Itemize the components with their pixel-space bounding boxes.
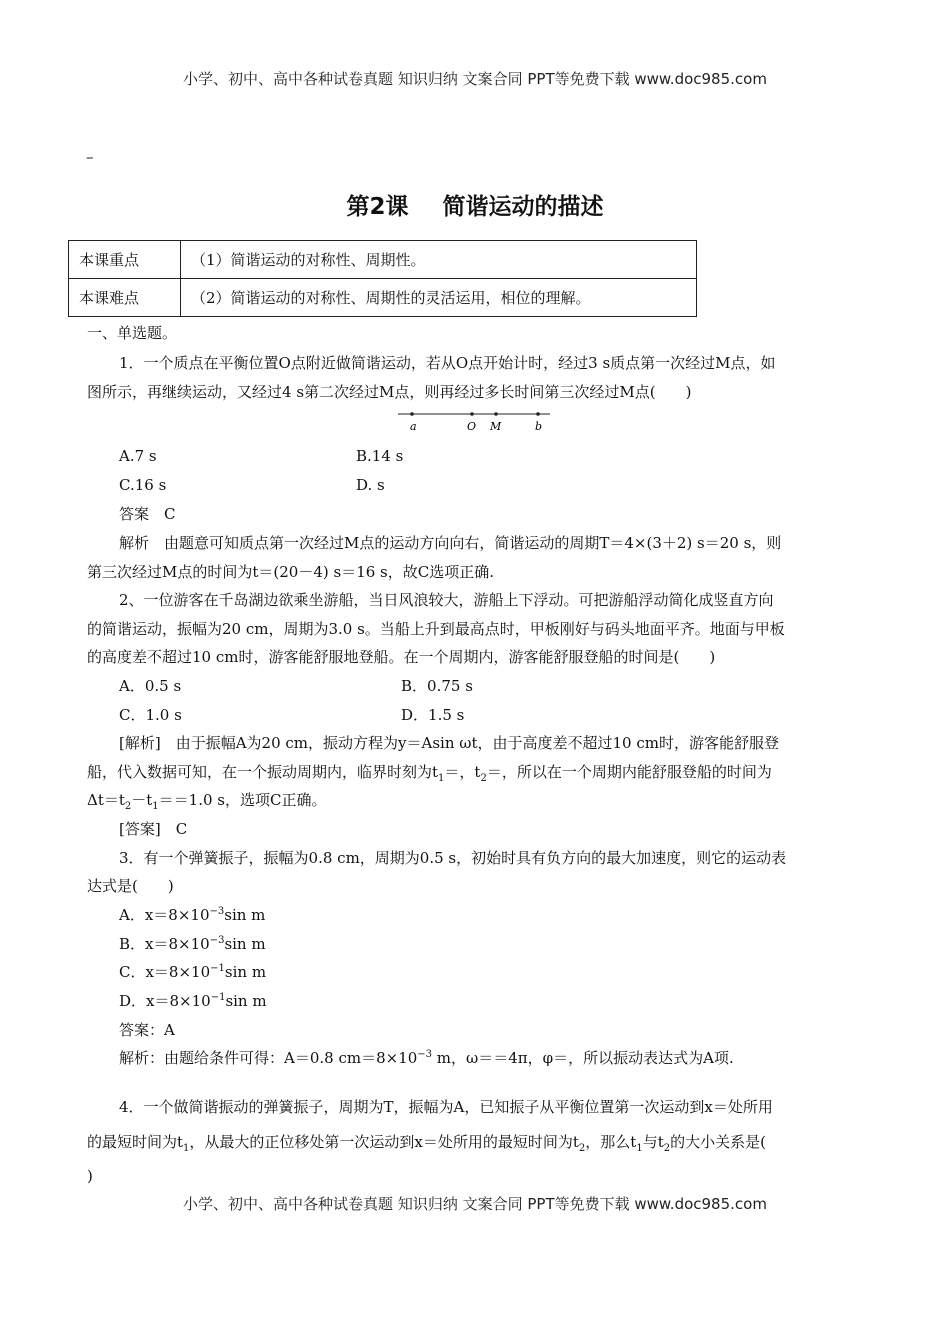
q2-answer: [答案] C	[119, 820, 188, 838]
label-b: b	[535, 420, 543, 433]
key-label: 本课重点	[69, 241, 181, 279]
q2-option-d: D．1.5 s	[401, 706, 465, 724]
q2-explanation-2: 船，代入数据可知，在一个振动周期内，临界时刻为$t_1=$，$t_2=$，所以在一个周期内能舒服登船的时间为	[87, 763, 772, 784]
q1-answer: 答案 C	[119, 505, 176, 523]
q1-explanation-1: 解析 由题意可知质点第一次经过M点的运动方向向右，简谐运动的周期T＝4×(3＋2) s＝20 s，则	[119, 534, 782, 552]
q4-line-1: 4．一个做简谐振动的弹簧振子，周期为T，振幅为A，已知振子从平衡位置第一次运动到x＝处所用	[119, 1098, 773, 1116]
point-m	[494, 412, 498, 416]
q2-line-3: 的高度差不超过10 cm时，游客能舒服地登船。在一个周期内，游客能舒服登船的时间是( )	[87, 648, 716, 666]
label-m: M	[490, 420, 502, 433]
q1-line-1: 1．一个质点在平衡位置O点附近做简谐运动，若从O点开始计时，经过3 s质点第一次经过M点，如	[119, 354, 776, 372]
q3-option-c: C．$x=8\times 10^{-1}\sin$ m	[119, 963, 267, 981]
table-row	[69, 279, 697, 317]
q1-option-c: C.16 s	[119, 476, 167, 494]
q4-line-3: )	[87, 1167, 93, 1185]
label-o: O	[467, 420, 477, 433]
page-title: 第2课 简谐运动的描述	[346, 194, 604, 220]
q1-option-a: A.7 s	[119, 447, 157, 465]
q1-explanation-2: 第三次经过M点的时间为t＝(20－4) s＝16 s，故C选项正确.	[87, 563, 494, 581]
q2-option-b: B．0.75 s	[401, 677, 473, 695]
q3-option-a: A．$x=8\times 10^{-3}\sin$ m	[119, 906, 266, 924]
q3-explanation: 解析：由题给条件可得：A＝0.8 $cm=8\times 10^{-3}$ m，ω＝＝4π，φ＝，所以振动表达式为A项.	[119, 1049, 734, 1067]
stray-dash: –	[86, 148, 94, 166]
q2-line-1: 2、一位游客在千岛湖边欲乘坐游船，当日风浪较大，游船上下浮动。可把游船浮动简化成竖直方向	[119, 591, 774, 609]
label-a: a	[410, 420, 417, 433]
q1-option-d: D. s	[356, 476, 385, 494]
difficulty-label: 本课难点	[69, 279, 181, 317]
q4-line-2: 的最短时间为$t_1$，从最大的正位移处第一次运动到x＝处所用的最短时间为$t_2$，那么$t_1$与$t_2$的大小关系是(	[87, 1133, 766, 1154]
page-footer: 小学、初中、高中各种试卷真题 知识归纳 文案合同 PPT等免费下载 www.doc985.com	[183, 1195, 767, 1213]
q2-option-a: A．0.5 s	[119, 677, 182, 695]
q2-option-c: C．1.0 s	[119, 706, 182, 724]
point-a	[410, 412, 414, 416]
point-o	[470, 412, 474, 416]
q1-line-2: 图所示，再继续运动，又经过4 s第二次经过M点，则再经过多长时间第三次经过M点( )	[87, 383, 692, 401]
q3-option-b: B．$x=8\times 10^{-3}\sin$ m	[119, 935, 266, 953]
q1-option-b: B.14 s	[356, 447, 404, 465]
key-points-table	[68, 240, 697, 317]
q2-explanation-1: [解析] 由于振幅A为20 cm，振动方程为y＝Asin ωt，由于高度差不超过10 cm时，游客能舒服登	[119, 734, 779, 752]
page-header: 小学、初中、高中各种试卷真题 知识归纳 文案合同 PPT等免费下载 www.doc985.com	[183, 70, 767, 88]
key-value: （1）简谐运动的对称性、周期性。	[181, 241, 697, 279]
q3-answer: 答案：A	[119, 1021, 175, 1039]
difficulty-value: （2）简谐运动的对称性、周期性的灵活运用，相位的理解。	[181, 279, 697, 317]
section-heading: 一、单选题。	[87, 324, 178, 342]
point-b	[536, 412, 540, 416]
q3-line-2: 达式是( )	[87, 877, 174, 895]
table-row	[69, 241, 697, 279]
q3-option-d: D．$x=8\times 10^{-1}\sin$ m	[119, 992, 267, 1010]
q2-line-2: 的简谐运动，振幅为20 cm，周期为3.0 s。当船上升到最高点时，甲板刚好与码头地面平齐。地面与甲板	[87, 620, 785, 638]
q1-figure-axis	[392, 408, 556, 434]
q3-line-1: 3．有一个弹簧振子，振幅为0.8 cm，周期为0.5 s，初始时具有负方向的最大加速度，则它的运动表	[119, 849, 787, 867]
q2-explanation-3: $\Delta t=t_2-t_1==1.0$ s，选项C正确。	[87, 791, 327, 812]
